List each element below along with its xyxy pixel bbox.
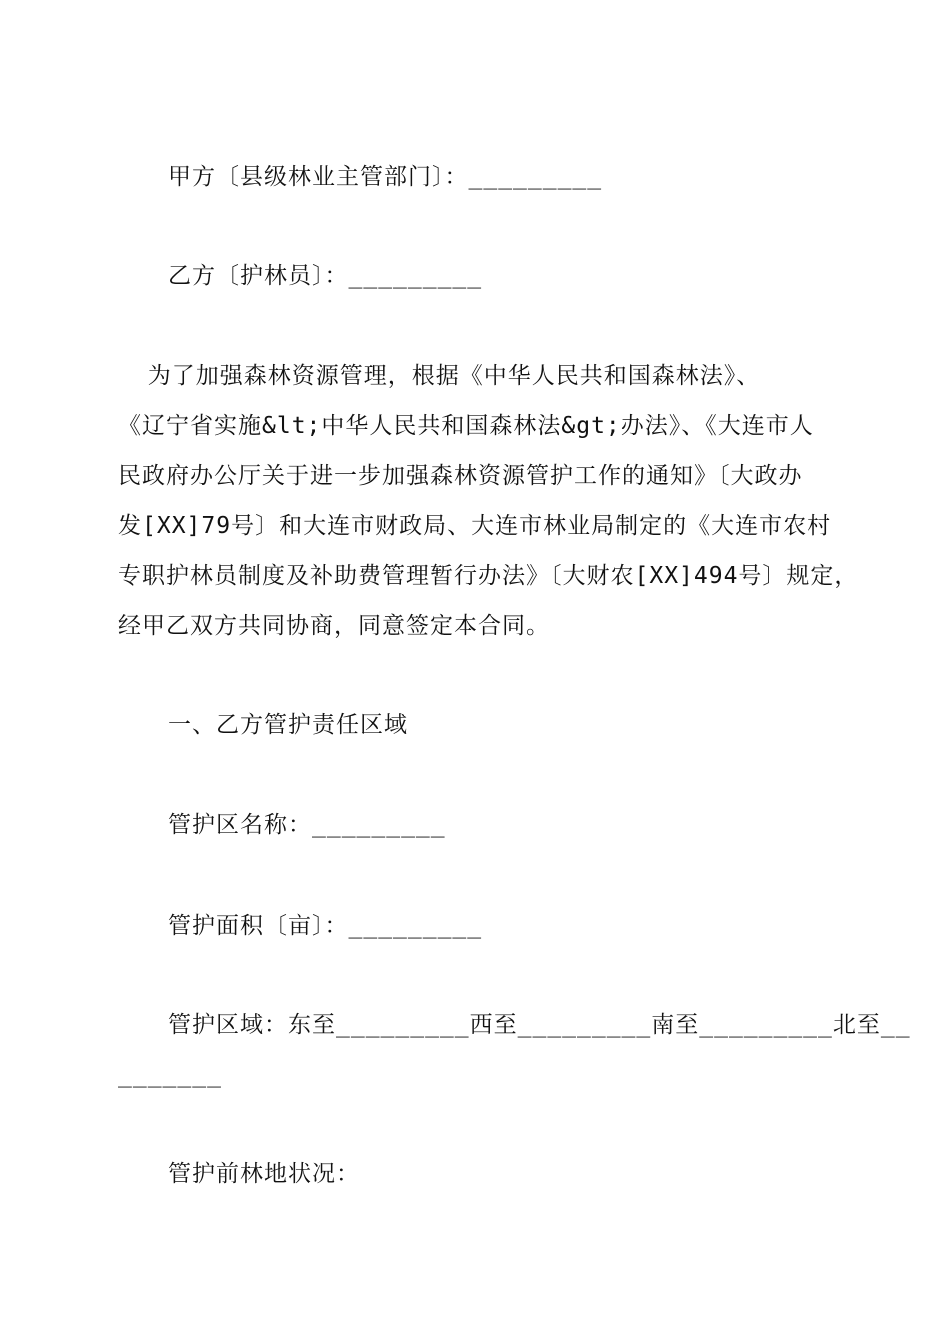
area-size-line: 管护面积〔亩〕：_________ [168, 913, 483, 939]
preamble-line-6: 经甲乙双方共同协商，同意签定本合同。 [118, 613, 550, 639]
preamble-line-5: 专职护林员制度及补助费管理暂行办法》〔大财农[XX]494号〕规定， [118, 563, 859, 589]
party-b-line: 乙方〔护林员〕：_________ [168, 263, 483, 289]
forest-status-line: 管护前林地状况： [168, 1161, 360, 1187]
preamble-line-2: 《辽宁省实施&lt;中华人民共和国森林法&gt;办法》、《大连市人 [118, 413, 814, 439]
section-1-title: 一、乙方管护责任区域 [168, 712, 408, 738]
preamble-line-1: 为了加强森林资源管理，根据《中华人民共和国森林法》、 [118, 363, 761, 389]
area-bounds-line-2: _______ [118, 1062, 222, 1088]
area-bounds-line-1: 管护区域：东至_________西至_________南至_________北至__ [168, 1012, 911, 1038]
preamble-line-4: 发[XX]79号〕和大连市财政局、大连市林业局制定的《大连市农村 [118, 513, 832, 539]
preamble-line-3: 民政府办公厅关于进一步加强森林资源管护工作的通知》〔大政办 [118, 463, 803, 489]
party-a-line: 甲方〔县级林业主管部门〕：_________ [168, 164, 603, 190]
area-name-line: 管护区名称：_________ [168, 812, 446, 838]
